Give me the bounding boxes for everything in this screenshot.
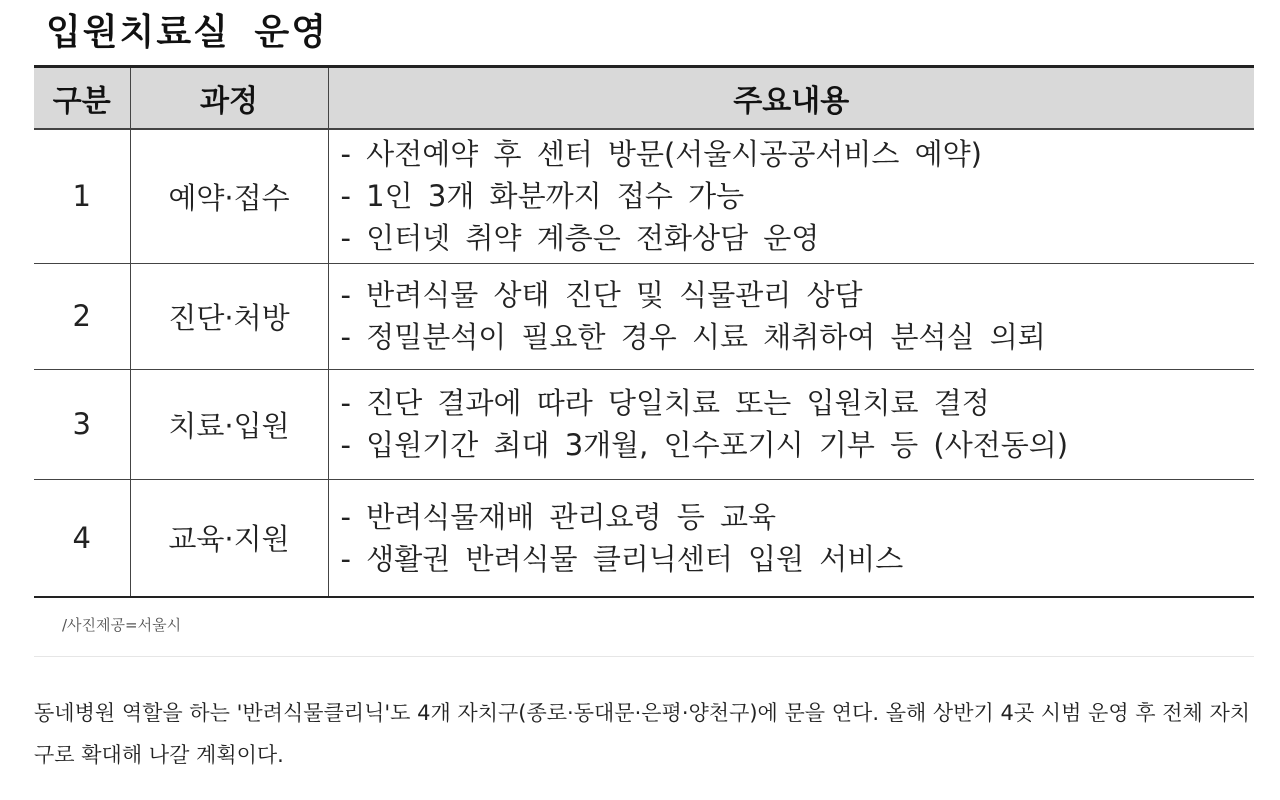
- header-category: 구분: [34, 67, 130, 130]
- table-header-row: [34, 67, 1254, 130]
- table-row: [34, 263, 1254, 369]
- row-content: [328, 479, 1254, 597]
- operations-table: [34, 65, 1254, 598]
- content-line: - 1인 3개 화분까지 접수 가능: [340, 179, 745, 214]
- row-content: [328, 129, 1254, 263]
- row-number: 2: [34, 263, 130, 369]
- content-line: - 진단 결과에 따라 당일치료 또는 입원치료 결정: [340, 386, 990, 420]
- article-paragraph: 동네병원 역할을 하는 '반려식물클리닉'도 4개 자치구(종로·동대문·은평·양천구)에 문을 연다. 올해 상반기 4곳 시범 운영 후 전체 자치구로 확대해 나갈 계획이다.: [34, 701, 1251, 767]
- content-line: - 정밀분석이 필요한 경우 시료 채취하여 분석실 의뢰: [340, 320, 1046, 354]
- table-row: [34, 479, 1254, 597]
- image-caption: /사진제공=서울시: [62, 616, 182, 634]
- table-row: [34, 129, 1254, 263]
- content-line: - 생활권 반려식물 클리닉센터 입원 서비스: [340, 541, 904, 576]
- row-process: 교육·지원: [130, 479, 328, 597]
- row-number: 3: [34, 369, 130, 479]
- header-main-content: 주요내용: [328, 67, 1254, 130]
- content-line: - 사전예약 후 센터 방문(서울시공공서비스 예약): [340, 137, 982, 172]
- content-line: - 인터넷 취약 계층은 전화상담 운영: [340, 221, 820, 256]
- row-content: [328, 263, 1254, 369]
- row-process: 진단·처방: [130, 263, 328, 369]
- section-divider: [34, 656, 1254, 657]
- content-line: - 반려식물재배 관리요령 등 교육: [340, 499, 777, 534]
- row-process: 치료·입원: [130, 369, 328, 479]
- row-number: 1: [34, 129, 130, 263]
- row-process: 예약·접수: [130, 129, 328, 263]
- row-content: [328, 369, 1254, 479]
- table-title: 입원치료실 운영: [46, 12, 328, 53]
- table-row: [34, 369, 1254, 479]
- content-line: - 반려식물 상태 진단 및 식물관리 상담: [340, 278, 863, 312]
- content-line: - 입원기간 최대 3개월, 인수포기시 기부 등 (사전동의): [340, 428, 1069, 462]
- header-process: 과정: [130, 67, 328, 130]
- row-number: 4: [34, 479, 130, 597]
